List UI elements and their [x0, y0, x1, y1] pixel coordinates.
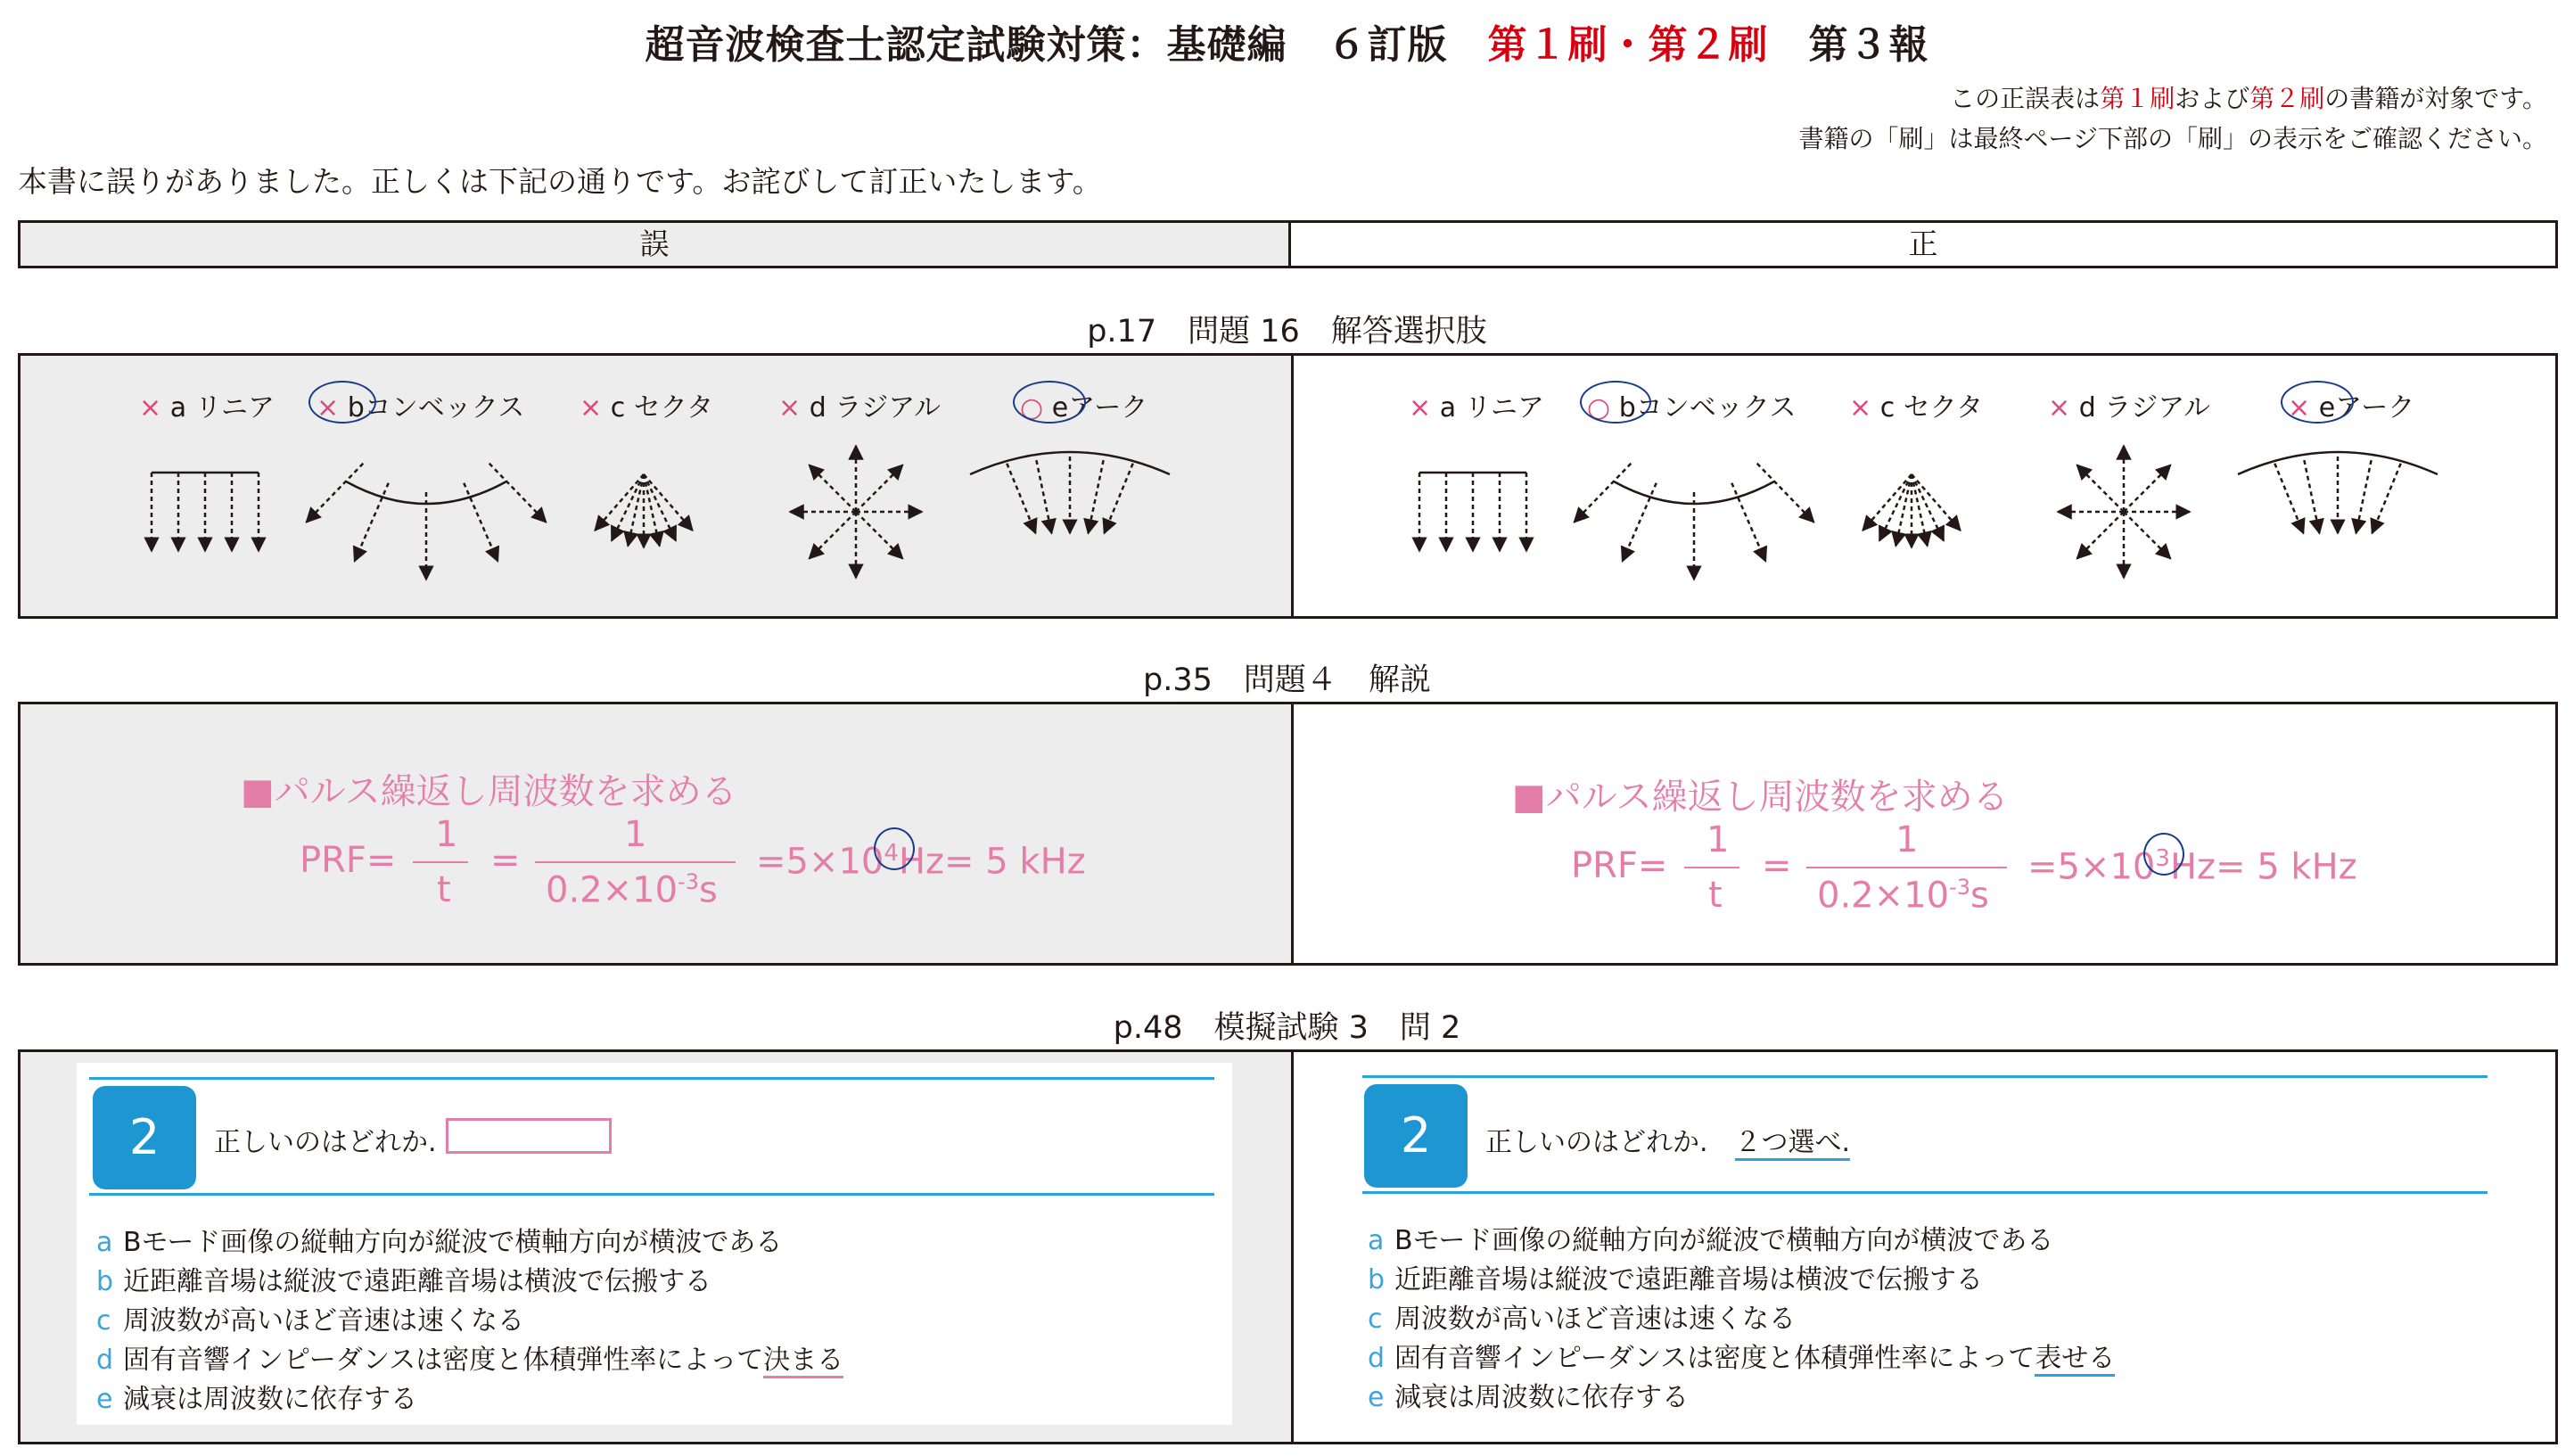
s2-wrong-frac1-line: [413, 861, 468, 863]
sector-beam: [644, 474, 660, 546]
s3-right-option-c: c 周波数が高いほど音速は速くなる: [1368, 1304, 1796, 1335]
s2-wrong-num1: 1: [435, 814, 458, 855]
s2-right-heading: ■パルス繰返し周波数を求める: [1512, 777, 2009, 818]
s2-right-circle: [2143, 833, 2184, 876]
s2-wrong-num2: 1: [624, 814, 647, 855]
s2-right-den2: $0.2\times 10^{-3}s$: [1817, 875, 1989, 917]
s2-wrong-prf: PRF=: [300, 840, 397, 881]
arc-beam: [1036, 460, 1051, 533]
page-title: 超音波検査士認定試験対策：基礎編 ６訂版 第１刷・第２刷 第３報: [645, 22, 1929, 68]
arc-beam: [2356, 460, 2372, 533]
s3-right-option-e: e 減衰は周波数に依存する: [1368, 1382, 1689, 1413]
s2-right-prf: PRF=: [1571, 845, 1668, 886]
column-header-wrong: 誤: [18, 220, 1291, 268]
s2-right-eq: =: [1762, 845, 1792, 886]
convex-beam: [355, 483, 389, 562]
s1-right-option-b: ○ bコンベックス: [1587, 392, 1797, 424]
convex-beam: [307, 464, 364, 522]
radial-beam: [2124, 512, 2170, 558]
s3-wrong-number-badge: 2: [93, 1086, 196, 1189]
probe-diagrams-wrong: [152, 446, 1170, 580]
section1-title: p.17 問題 16 解答選択肢: [1087, 314, 1487, 350]
s2-right-result: $=5\times 10^3Hz= 5$ kHz: [2027, 845, 2357, 888]
s2-right-den1: t: [1708, 875, 1723, 916]
s2-wrong-eq: =: [490, 840, 521, 881]
convex-beam: [489, 464, 547, 522]
s3-right-top-line: [1362, 1075, 2488, 1078]
s2-wrong-den1: t: [437, 869, 451, 910]
s3-wrong-option-a: a Bモード画像の縦軸方向が縦波で横軸方向が横波である: [96, 1227, 783, 1258]
radial-beam: [2077, 512, 2124, 558]
s3-wrong-blank-box: [446, 1118, 612, 1154]
arc-beam: [2373, 464, 2401, 533]
s3-wrong-options: [96, 1223, 843, 1419]
s2-wrong-heading: ■パルス繰返し周波数を求める: [241, 771, 737, 812]
section2-wrong-panel: [21, 704, 1291, 963]
sector-beam: [1912, 474, 1944, 540]
s2-right-frac1-line: [1684, 867, 1739, 868]
s1-wrong-option-b: × bコンベックス: [317, 392, 525, 424]
probe-diagrams-right: [1419, 446, 2438, 580]
s3-wrong-option-d: d 固有音響インピーダンスは密度と体積弾性率によって決まる: [96, 1341, 843, 1380]
sector-beam: [595, 474, 644, 531]
s3-wrong-option-e: e 減衰は周波数に依存する: [96, 1384, 417, 1415]
scope-note: この正誤表は第１刷および第２刷の書籍が対象です。 書籍の「刷」は最終ページ下部の「刷」の表示をご確認ください。: [1798, 84, 2547, 153]
convex-beam: [1731, 483, 1765, 562]
s3-right-option-d: d 固有音響インピーダンスは密度と体積弾性率によって表せる: [1368, 1339, 2115, 1378]
s1-wrong-option-a: × a リニア: [139, 392, 275, 424]
convex-beam: [464, 483, 498, 562]
section3-title: p.48 模擬試験 3 問 2: [1113, 1010, 1461, 1046]
arc-beam: [2274, 464, 2303, 533]
s3-wrong-option-b: b 近距離音場は縦波で遠距離音場は横波で伝搬する: [96, 1266, 711, 1297]
s1-wrong-option-c: × c セクタ: [580, 392, 714, 424]
sector-beam: [1912, 474, 1928, 546]
s3-right-bottom-line: [1362, 1191, 2488, 1194]
arc-beam: [1105, 464, 1133, 533]
section2-title: p.35 問題４ 解説: [1143, 662, 1431, 698]
sector-beam: [1863, 474, 1912, 531]
probe-diagrams: [0, 0, 2574, 624]
s3-right-question: 正しいのはどれか. ２つ選べ.: [1485, 1120, 1850, 1159]
arc-probe-surface: [2238, 452, 2438, 474]
s3-wrong-bottom-line: [89, 1193, 1214, 1196]
s1-right-option-c: × c セクタ: [1849, 392, 1984, 424]
radial-beam: [2077, 465, 2124, 512]
sector-beam: [1912, 474, 1961, 531]
s3-right-option-a: a Bモード画像の縦軸方向が縦波で横軸方向が横波である: [1368, 1225, 2054, 1256]
arc-beam: [1007, 464, 1035, 533]
radial-beam: [856, 465, 902, 512]
s2-wrong-circle: [874, 827, 915, 870]
s3-wrong-top-line: [89, 1077, 1214, 1080]
section3-divider: [1291, 1052, 1294, 1442]
column-header-right: 正: [1288, 220, 2558, 268]
radial-beam: [810, 465, 856, 512]
convex-beam: [1575, 464, 1632, 522]
section2-divider: [1291, 704, 1294, 963]
radial-beam: [810, 512, 856, 558]
s3-right-options: [1368, 1222, 2115, 1418]
s1-right-option-e: × eアーク: [2288, 392, 2415, 424]
radial-beam: [856, 512, 902, 558]
s1-wrong-option-e: ○ eアーク: [1020, 392, 1148, 424]
convex-beam: [1757, 464, 1814, 522]
s2-right-num2: 1: [1896, 819, 1919, 860]
s1-right-option-d: × d ラジアル: [2048, 392, 2211, 424]
s2-wrong-result: $=5\times 10^4Hz= 5$ kHz: [756, 840, 1086, 883]
s1-right-option-a: × a リニア: [1409, 392, 1545, 424]
sector-beam: [1896, 474, 1912, 546]
sector-beam: [612, 474, 644, 540]
s2-wrong-frac2-line: [535, 861, 736, 863]
s2-right-num1: 1: [1706, 819, 1730, 860]
s2-right-frac2-line: [1806, 867, 2007, 868]
sector-beam: [628, 474, 644, 546]
arc-beam: [1089, 460, 1104, 533]
section2-box: [18, 702, 2558, 966]
convex-beam: [1623, 483, 1657, 562]
s3-right-number-badge: 2: [1364, 1084, 1468, 1188]
sector-beam: [1879, 474, 1912, 540]
s3-right-option-b: b 近距離音場は縦波で遠距離音場は横波で伝搬する: [1368, 1264, 1983, 1296]
sector-beam: [644, 474, 676, 540]
s3-wrong-option-c: c 周波数が高いほど音速は速くなる: [96, 1305, 524, 1337]
radial-beam: [2124, 465, 2170, 512]
intro-text: 本書に誤りがありました。正しくは下記の通りです。お詫びして訂正いたします。: [18, 164, 1102, 199]
arc-probe-surface: [970, 452, 1170, 474]
s3-wrong-question: 正しいのはどれか.: [214, 1127, 437, 1158]
s2-wrong-den2: $0.2\times 10^{-3}s$: [546, 869, 718, 911]
arc-beam: [2304, 460, 2319, 533]
s1-wrong-option-d: × d ラジアル: [778, 392, 942, 424]
sector-beam: [644, 474, 693, 531]
